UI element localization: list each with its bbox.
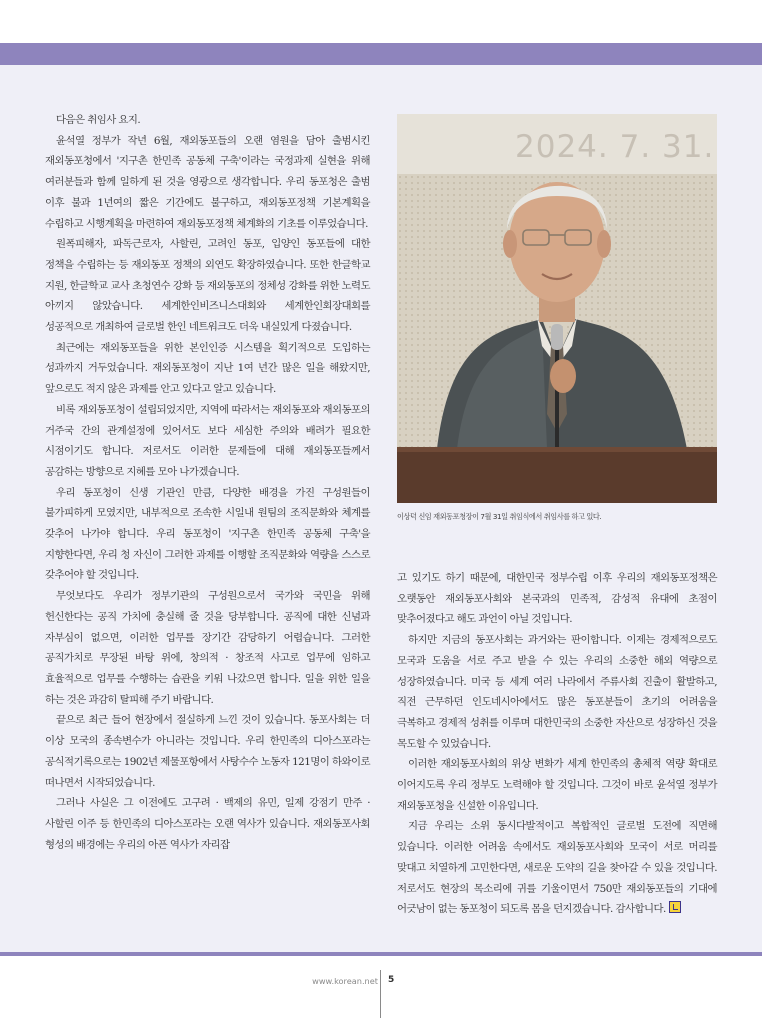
article-end-mark-icon: [669, 901, 681, 913]
closing-paragraph-text: 지금 우리는 소위 동시다발적이고 복합적인 글로벌 도전에 직면해 있습니다. 이러한 어려움 속에서도 재외동포사회와 모국이 서로 머리를 맞대고 치열하게 고민한다면, 새로운 도약의 길을 찾아갈 수 있을 것입니다. 저로서도 현장의 목소리에 귀를 기울이면서 750만 재외동포들의 기대에 어긋남이 없는 동포청이 되도록 몸을 던지겠습니다. 감사합니다.: [397, 820, 717, 916]
bottom-accent-rule: [0, 952, 762, 956]
paragraph: 그러나 사실은 그 이전에도 고구려 · 백제의 유민, 일제 강점기 만주 · 사할린 이주 등 한민족의 디아스포라는 오랜 역사가 있습니다. 재외동포사회 형성의 배경에는 우리의 아픈 역사가 자리잡: [45, 797, 370, 851]
paragraph: 원폭피해자, 파독근로자, 사할린, 고려인 동포, 입양인 동포들에 대한 정책을 수립하는 등 재외동포 정책의 외연도 확장하였습니다. 또한 한글학교 지원, 한글학교 교사 초청연수 강화 등 재외동포의 정체성 강화를 위한 노력도 아끼지 않았습니다. 세계한인비즈니스대회와 세계한인회장대회를 성공적으로 개최하여 글로벌 한인 네트워크도 더욱 내실있게 다졌습니다.: [45, 238, 370, 334]
speaker-illustration: [397, 114, 717, 503]
paragraph: 끝으로 최근 들어 현장에서 절실하게 느낀 것이 있습니다. 동포사회는 더 이상 모국의 종속변수가 아니라는 것입니다. 우리 한민족의 디아스포라는 공식적기록으로는 1902년 제물포항에서 사탕수수 노동자 121명이 하와이로 떠나면서 시작되었습니다.: [45, 714, 370, 789]
closing-paragraph: [397, 816, 717, 920]
paragraph: 비록 재외동포청이 설립되었지만, 지역에 따라서는 재외동포와 재외동포의 거주국 간의 관계설정에 있어서도 보다 세심한 주의와 배려가 필요한 시점이기도 합니다. 저로서도 이러한 문제들에 대해 재외동포들께서 공감하는 방향으로 지혜를 모아 나가겠습니다.: [45, 403, 370, 478]
article-column-left: [45, 110, 370, 855]
top-accent-band: [0, 43, 762, 65]
paragraph: 윤석열 정부가 작년 6월, 재외동포들의 오랜 염원을 담아 출범시킨 재외동포청에서 '지구촌 한민족 공동체 구축'이라는 국정과제 실현을 위해 여러분들과 함께 일하게 된 것을 영광으로 생각합니다. 우리 동포청은 출범 이후 불과 1년여의 짧은 기간에도 불구하고, 재외동포정책 기본계획을 수립하고 시행계획을 마련하여 재외동포정책 체계화의 기초를 이루었습니다.: [45, 134, 370, 230]
photo-caption: 이상덕 신임 재외동포청장이 7월 31일 취임식에서 취임사를 하고 있다.: [397, 512, 602, 521]
paragraph: 무엇보다도 우리가 정부기관의 구성원으로서 국가와 국민을 위해 헌신한다는 공직 가치에 충실해 줄 것을 당부합니다. 공직에 대한 신념과 자부심이 없으면, 이러한 업무를 장기간 감당하기 어렵습니다. 그러한 공직가치로 무장된 바탕 위에, 창의적 · 창조적 사고로 업무에 임하고 효율적으로 업무를 수행하는 습관을 키워 나갔으면 합니다. 일을 위한 일을 하는 것은 과감히 탈피해 주기 바랍니다.: [45, 590, 370, 706]
paragraph: 최근에는 재외동포들을 위한 본인인증 시스템을 획기적으로 도입하는 성과까지 거두었습니다. 재외동포청이 지난 1여 년간 많은 일을 해왔지만, 앞으로도 적지 않은 과제를 안고 있다고 알고 있습니다.: [45, 341, 370, 396]
speaker-photo: [397, 114, 717, 503]
paragraph: 고 있기도 하기 때문에, 대한민국 정부수립 이후 우리의 재외동포정책은 오랫동안 재외동포사회와 본국과의 민족적, 감성적 유대에 초점이 맞추어졌다고 해도 과언이 아닐 것입니다.: [397, 572, 717, 626]
article-column-right: [397, 568, 717, 920]
footer-divider: [380, 970, 381, 1018]
backdrop-date-text: 2024. 7. 31.: [515, 129, 715, 165]
paragraph: 다음은 취임사 요지.: [56, 114, 141, 126]
paragraph: 하지만 지금의 동포사회는 과거와는 판이합니다. 이제는 경제적으로도 모국과 도움을 서로 주고 받을 수 있는 우리의 소중한 해외 역량으로 성장하였습니다. 미국 등 세계 여러 나라에서 주류사회 진출이 활발하고, 직전 근무하던 인도네시아에서도 많은 동포분들이 초기의 어려움을 극복하고 경제적 성취를 이루며 대한민국의 소중한 자산으로 성장하신 것을 목도할 수 있었습니다.: [397, 634, 717, 750]
paragraph: 이러한 재외동포사회의 위상 변화가 세계 한민족의 총체적 역량 확대로 이어지도록 우리 정부도 노력해야 할 것입니다. 그것이 바로 윤석열 정부가 재외동포청을 신설한 이유입니다.: [397, 758, 717, 812]
paragraph: 우리 동포청이 신생 기관인 만큼, 다양한 배경을 가진 구성원들이 불가피하게 모였지만, 내부적으로 조속한 시일내 원팀의 조직문화와 체계를 갖추어 나가야 합니다. 우리 동포청이 '지구촌 한민족 공동체 구축'을 지향한다면, 우리 청 자신이 그러한 과제를 이행할 조직문화와 역량을 스스로 갖추어야 할 것입니다.: [45, 486, 370, 582]
footer-website: www.korean.net: [312, 976, 378, 986]
page-number: 5: [388, 975, 395, 985]
